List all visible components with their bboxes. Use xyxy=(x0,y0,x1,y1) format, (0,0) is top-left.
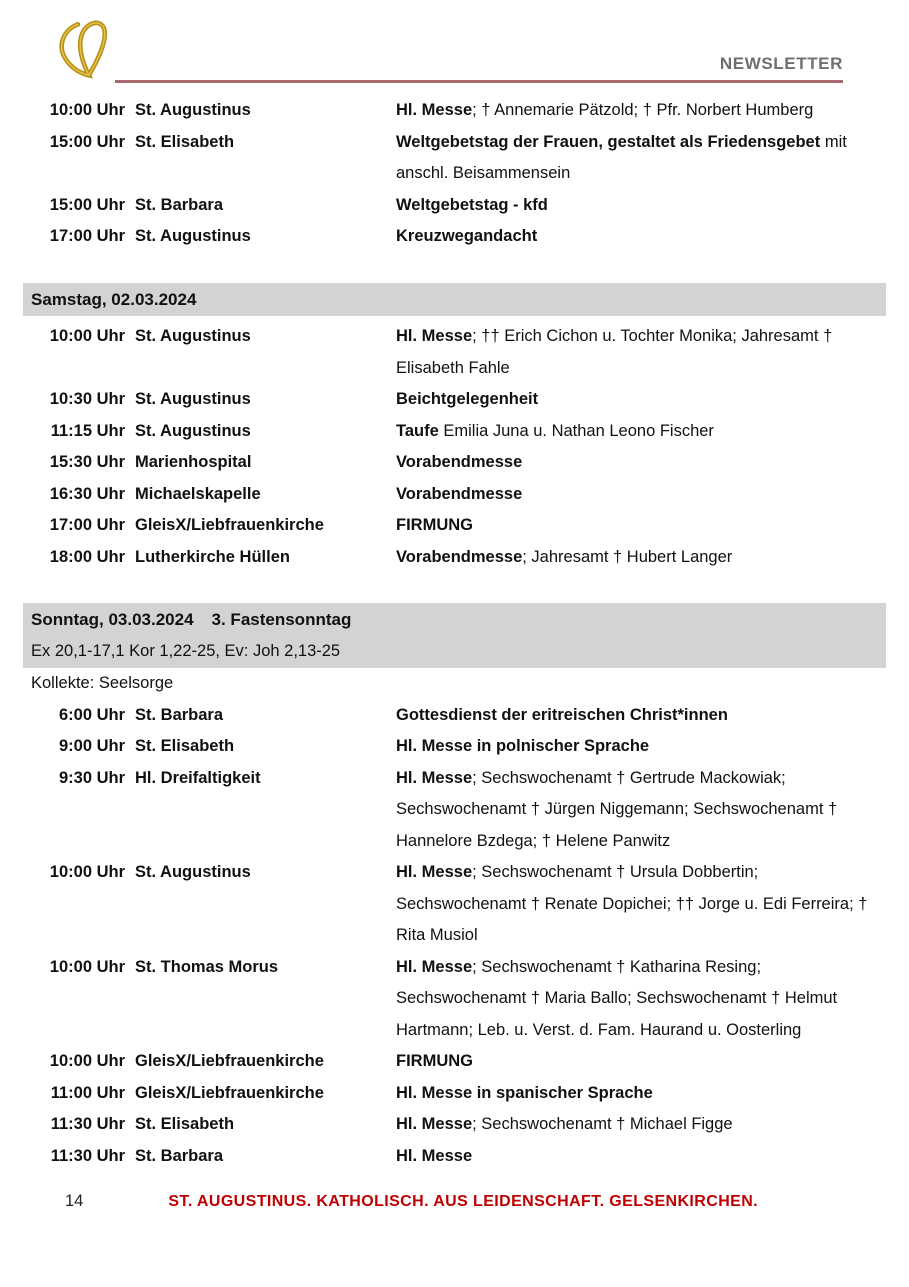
event-description xyxy=(396,1109,886,1141)
event-location: St. Augustinus xyxy=(135,327,251,345)
event-description xyxy=(396,95,886,127)
event-description-bold: Taufe xyxy=(396,421,439,440)
event-location: St. Barbara xyxy=(135,195,224,214)
schedule-row xyxy=(23,221,886,253)
event-location: St. Thomas Morus xyxy=(135,957,279,976)
event-description-rest: ; † Annemarie Pätzold; † Pfr. Norbert Humberg xyxy=(472,101,814,119)
schedule-row xyxy=(23,1141,886,1173)
schedule-row xyxy=(23,510,886,542)
schedule-section xyxy=(23,95,886,253)
event-time: 15:00 Uhr xyxy=(49,132,125,151)
heart-logo-icon xyxy=(52,14,128,88)
event-location: St. Augustinus xyxy=(135,863,251,881)
schedule-row xyxy=(23,763,886,858)
event-location: GleisX/Liebfrauenkirche xyxy=(135,1083,324,1102)
event-description-bold: Hl. Messe xyxy=(396,863,473,881)
event-location: GleisX/Liebfrauenkirche xyxy=(135,1052,324,1070)
event-location: St. Barbara xyxy=(135,1146,224,1165)
event-time: 18:00 Uhr xyxy=(49,547,125,566)
event-time: 9:30 Uhr xyxy=(58,768,125,787)
day-title-suffix: 3. Fastensonntag xyxy=(211,610,352,629)
event-description-bold: Kreuzwegandacht xyxy=(396,227,538,245)
event-description-rest: ; Jahresamt † Hubert Langer xyxy=(522,547,733,566)
event-description-rest: ; Sechswochenamt † Michael Figge xyxy=(472,1115,733,1133)
schedule-row xyxy=(23,190,886,222)
event-description-bold: Hl. Messe in spanischer Sprache xyxy=(396,1083,653,1102)
event-description-bold: Hl. Messe xyxy=(396,1146,473,1165)
event-time: 10:00 Uhr xyxy=(49,101,125,119)
event-description xyxy=(396,1141,886,1173)
event-description-rest: ; Sechswochenamt † Ursula Dobbertin; Sechswochenamt † Renate Dopichei; †† Jorge u. Edi Ferreira; † Rita Musiol xyxy=(396,863,868,944)
event-location: Hl. Dreifaltigkeit xyxy=(135,768,261,787)
event-location: Marienhospital xyxy=(135,453,252,471)
event-description-bold: Hl. Messe xyxy=(396,1115,473,1133)
day-section-header xyxy=(23,283,886,317)
event-description xyxy=(396,857,886,952)
event-description-bold: Hl. Messe xyxy=(396,957,473,976)
event-time: 10:00 Uhr xyxy=(49,957,125,976)
schedule-row xyxy=(23,731,886,763)
schedule-row xyxy=(23,95,886,127)
event-description-bold: Hl. Messe xyxy=(396,768,473,787)
day-title: Samstag, 02.03.2024 xyxy=(31,289,197,309)
schedule-section xyxy=(23,603,886,1172)
page-footer xyxy=(23,1192,886,1211)
event-location: Lutherkirche Hüllen xyxy=(135,547,290,566)
schedule-row xyxy=(23,857,886,952)
event-description-rest: ; Sechswochenamt † Katharina Resing; Sechswochenamt † Maria Ballo; Sechswochenamt † Helmut Hartmann; Leb. u. Verst. d. Fam. Haurand u. Oosterling xyxy=(396,957,838,1039)
event-description xyxy=(396,321,886,384)
event-location: St. Augustinus xyxy=(135,390,251,408)
event-time: 10:00 Uhr xyxy=(49,863,125,881)
event-description xyxy=(396,1078,886,1110)
event-description xyxy=(396,384,886,416)
schedule-row xyxy=(23,542,886,574)
page-number: 14 xyxy=(65,1192,84,1210)
event-description-bold: Hl. Messe xyxy=(396,101,473,119)
event-time: 17:00 Uhr xyxy=(49,516,125,534)
event-description-bold: Hl. Messe xyxy=(396,327,473,345)
footer-motto: ST. AUGUSTINUS. KATHOLISCH. AUS LEIDENSCHAFT. GELSENKIRCHEN. xyxy=(168,1193,759,1210)
schedule-row xyxy=(23,479,886,511)
event-description-rest: ; †† Erich Cichon u. Tochter Monika; Jahresamt † Elisabeth Fahle xyxy=(396,327,833,377)
schedule-row xyxy=(23,384,886,416)
event-description-rest: Emilia Juna u. Nathan Leono Fischer xyxy=(438,421,714,440)
schedule-row xyxy=(23,1046,886,1078)
event-description-bold: FIRMUNG xyxy=(396,516,473,534)
event-description-bold: Gottesdienst der eritreischen Christ*innen xyxy=(396,705,728,724)
event-description-bold: Weltgebetstag der Frauen, gestaltet als Friedensgebet xyxy=(396,132,821,151)
event-description xyxy=(396,510,886,542)
day-title: Sonntag, 03.03.2024 xyxy=(31,610,194,629)
event-time: 10:30 Uhr xyxy=(49,390,125,408)
collection-note: Kollekte: Seelsorge xyxy=(31,674,174,692)
schedule-row xyxy=(23,1109,886,1141)
day-section-header xyxy=(23,603,886,668)
event-location: GleisX/Liebfrauenkirche xyxy=(135,516,324,534)
page-header xyxy=(0,0,909,90)
newsletter-label: NEWSLETTER xyxy=(719,54,843,73)
event-description xyxy=(396,952,886,1047)
event-location: St. Elisabeth xyxy=(135,132,235,151)
event-time: 10:00 Uhr xyxy=(49,1052,125,1070)
event-description-bold: FIRMUNG xyxy=(396,1052,473,1070)
event-location: St. Augustinus xyxy=(135,227,251,245)
event-location: Michaelskapelle xyxy=(135,484,261,503)
event-time: 11:30 Uhr xyxy=(50,1146,125,1165)
event-time: 16:30 Uhr xyxy=(49,484,125,503)
event-description-bold: Vorabendmesse xyxy=(396,453,523,471)
schedule-row xyxy=(23,952,886,1047)
event-description xyxy=(396,542,886,574)
event-location: St. Elisabeth xyxy=(135,1115,235,1133)
schedule xyxy=(0,95,909,1172)
event-description-bold: Weltgebetstag - kfd xyxy=(396,195,548,214)
event-description xyxy=(396,763,886,858)
schedule-row xyxy=(23,416,886,448)
event-location: St. Augustinus xyxy=(135,101,251,119)
event-description xyxy=(396,221,886,253)
header-rule xyxy=(115,80,843,83)
event-description-rest: ; Sechswochenamt † Gertrude Mackowiak; Sechswochenamt † Jürgen Niggemann; Sechswochenamt † Hannelore Bzdega; † Helene Panwitz xyxy=(396,768,838,850)
event-description-bold: Vorabendmesse xyxy=(396,547,523,566)
event-description xyxy=(396,416,886,448)
event-description-bold: Beichtgelegenheit xyxy=(396,390,539,408)
event-time: 6:00 Uhr xyxy=(58,705,125,724)
event-description xyxy=(396,447,886,479)
event-description xyxy=(396,1046,886,1078)
event-time: 15:30 Uhr xyxy=(49,453,125,471)
event-description xyxy=(396,731,886,763)
event-time: 11:15 Uhr xyxy=(50,421,125,440)
schedule-row xyxy=(23,127,886,190)
event-location: St. Elisabeth xyxy=(135,737,235,755)
event-description xyxy=(396,479,886,511)
event-location: St. Augustinus xyxy=(135,421,251,440)
event-time: 11:30 Uhr xyxy=(50,1115,125,1133)
schedule-section xyxy=(23,283,886,574)
event-time: 10:00 Uhr xyxy=(49,327,125,345)
schedule-row xyxy=(23,700,886,732)
event-time: 17:00 Uhr xyxy=(49,227,125,245)
event-description-rest: mit anschl. Beisammensein xyxy=(396,132,847,182)
event-description-bold: Hl. Messe in polnischer Sprache xyxy=(396,737,650,755)
event-time: 11:00 Uhr xyxy=(50,1083,125,1102)
event-time: 9:00 Uhr xyxy=(58,737,125,755)
event-description-bold: Vorabendmesse xyxy=(396,484,523,503)
event-description xyxy=(396,700,886,732)
event-time: 15:00 Uhr xyxy=(49,195,125,214)
event-location: St. Barbara xyxy=(135,705,224,724)
schedule-row xyxy=(23,1078,886,1110)
day-readings: Ex 20,1-17,1 Kor 1,22-25, Ev: Joh 2,13-25 xyxy=(31,641,341,660)
schedule-row xyxy=(23,321,886,384)
event-description xyxy=(396,190,886,222)
schedule-row xyxy=(23,447,886,479)
event-description xyxy=(396,127,886,190)
